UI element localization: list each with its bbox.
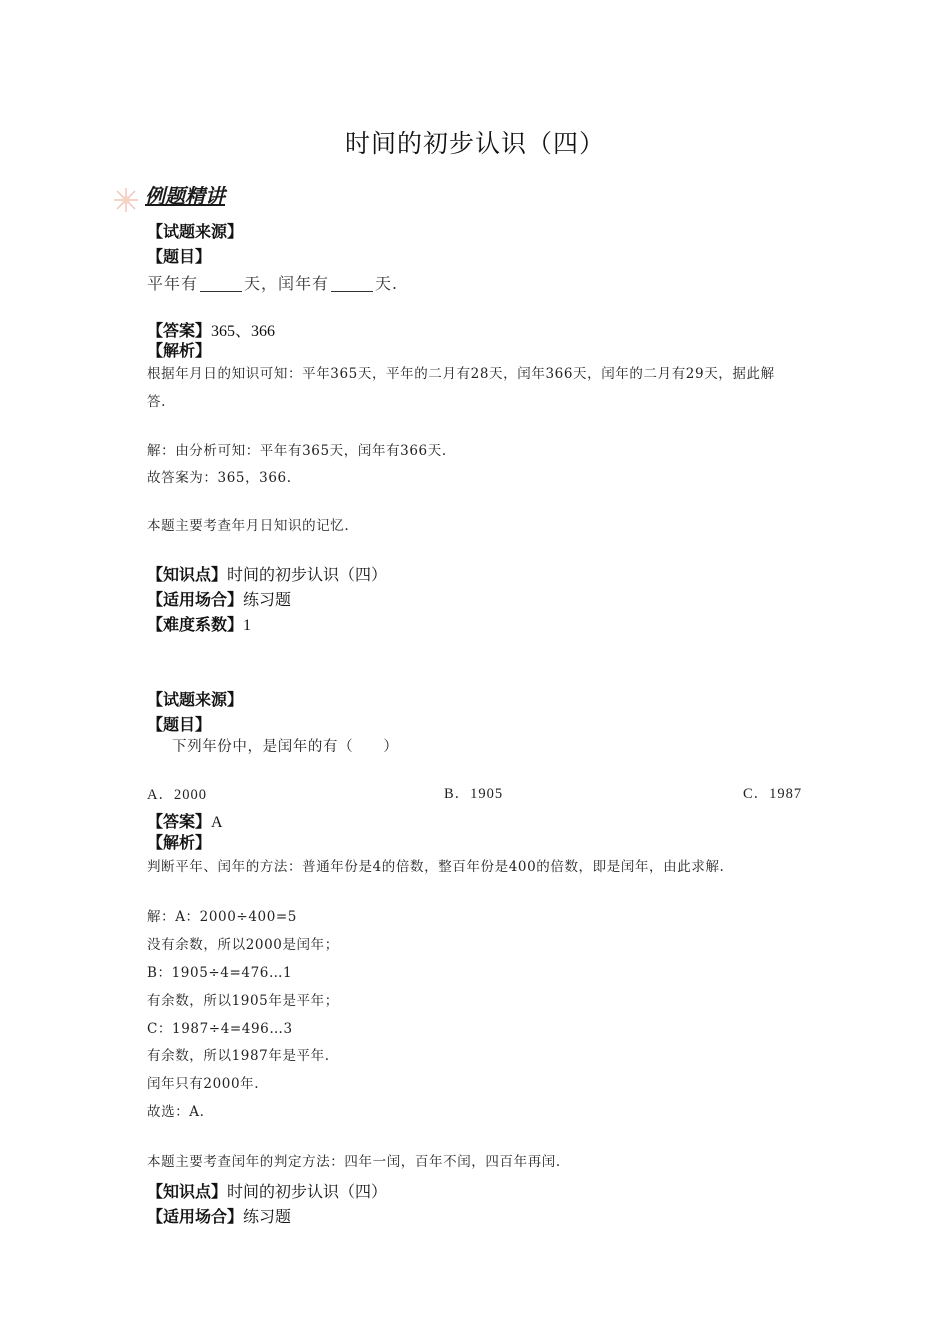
q2-summary: 本题主要考查闰年的判定方法：四年一闰，百年不闰，四百年再闰. — [147, 1154, 561, 1170]
q2-option-b: B．1905 — [444, 786, 504, 802]
q1-usage-value: 练习题 — [243, 590, 292, 609]
q1-difficulty — [147, 612, 251, 635]
q1-solution-line1: 解：由分析可知：平年有365天，闰年有366天. — [147, 443, 447, 459]
q2-solution-line: 故选：A. — [147, 1104, 205, 1120]
q1-answer-value: 365、366 — [211, 323, 276, 340]
q1-kp-label: 【知识点】 — [147, 565, 228, 584]
q2-usage-label: 【适用场合】 — [147, 1207, 244, 1226]
q2-analysis-line1: 判断平年、闰年的方法：普通年份是4的倍数，整百年份是400的倍数，即是闰年，由此求解. — [147, 859, 725, 875]
q1-difficulty-label: 【难度系数】 — [147, 615, 244, 634]
q2-answer — [147, 809, 223, 832]
q1-stem-label: 【题目】 — [147, 247, 212, 266]
q1-answer-label: 【答案】 — [147, 321, 212, 340]
q2-answer-value: A — [211, 814, 223, 831]
page-title: 时间的初步认识（四） — [344, 129, 605, 158]
q2-stem: 下列年份中，是闰年的有（ ） — [172, 739, 399, 755]
q1-analysis-line2: 答. — [147, 394, 166, 410]
q2-solution-line: 有余数，所以1987年是平年. — [147, 1048, 330, 1064]
q1-source-label: 【试题来源】 — [147, 222, 244, 241]
q2-option-a: A．2000 — [147, 787, 207, 803]
q1-difficulty-value: 1 — [243, 617, 252, 634]
section-heading: 例题精讲 — [145, 184, 225, 208]
sparkle-icon — [112, 186, 140, 214]
q2-kp-label: 【知识点】 — [147, 1182, 228, 1201]
q1-analysis-label: 【解析】 — [147, 341, 212, 360]
q2-answer-label: 【答案】 — [147, 812, 212, 831]
q1-knowledge-point — [147, 562, 387, 585]
q1-stem — [147, 271, 398, 294]
q1-usage — [147, 587, 291, 610]
q2-usage — [147, 1204, 291, 1227]
q1-summary: 本题主要考查年月日知识的记忆. — [147, 518, 350, 534]
q2-analysis-label: 【解析】 — [147, 833, 212, 852]
q2-option-c: C．1987 — [743, 786, 803, 802]
q1-solution-line2: 故答案为：365，366. — [147, 470, 292, 486]
q2-solution-line: 没有余数，所以2000是闰年； — [147, 937, 339, 953]
q2-solution-line: 闰年只有2000年. — [147, 1076, 260, 1092]
q1-blank-2 — [331, 275, 373, 292]
q2-solution-line: 有余数，所以1905年是平年； — [147, 993, 339, 1009]
q1-blank-1 — [200, 275, 242, 292]
q1-kp-value: 时间的初步认识（四） — [227, 565, 388, 584]
q2-usage-value: 练习题 — [243, 1207, 292, 1226]
q2-solution-line: 解：A：2000÷400=5 — [147, 909, 297, 925]
q1-usage-label: 【适用场合】 — [147, 590, 244, 609]
q2-kp-value: 时间的初步认识（四） — [227, 1182, 388, 1201]
q2-source-label: 【试题来源】 — [147, 690, 244, 709]
q2-solution-line: C：1987÷4=496…3 — [147, 1021, 293, 1037]
q1-stem-part2: 天，闰年有 — [244, 274, 330, 293]
q1-stem-part3: 天. — [375, 274, 399, 293]
q2-stem-label: 【题目】 — [147, 715, 212, 734]
q2-knowledge-point — [147, 1179, 387, 1202]
q1-stem-part1: 平年有 — [147, 274, 199, 293]
q1-analysis-line1: 根据年月日的知识可知：平年365天，平年的二月有28天，闰年366天，闰年的二月有29天，据此解 — [147, 366, 775, 382]
q2-solution-line: B：1905÷4=476…1 — [147, 965, 293, 981]
